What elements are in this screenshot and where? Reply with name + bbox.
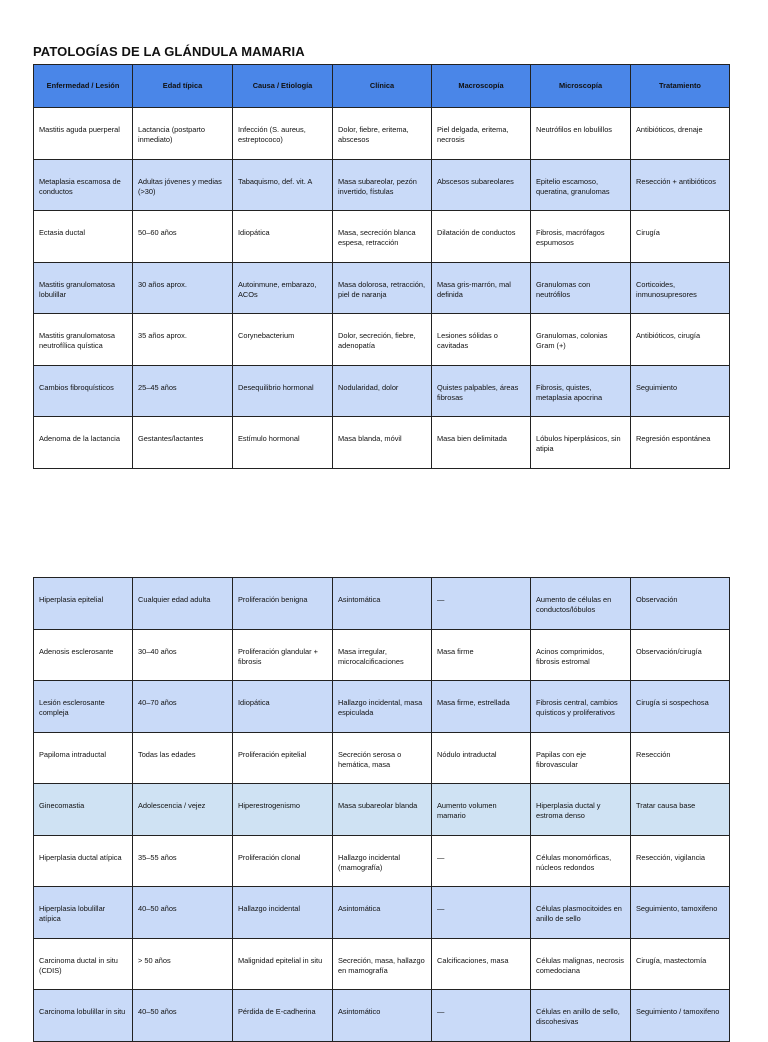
table-cell: Quistes palpables, áreas fibrosas	[432, 365, 531, 417]
table-cell: Gestantes/lactantes	[133, 417, 233, 469]
table-cell: Mastitis aguda puerperal	[34, 108, 133, 160]
table-cell: > 50 años	[133, 938, 233, 990]
table-cell: Aumento volumen mamario	[432, 784, 531, 836]
table-cell: Carcinoma lobulillar in situ	[34, 990, 133, 1042]
table-cell: Fibrosis, macrófagos espumosos	[531, 211, 631, 263]
table-cell: —	[432, 835, 531, 887]
table-cell: Epitelio escamoso, queratina, granulomas	[531, 159, 631, 211]
table-row	[34, 159, 730, 211]
table-cell: Cirugía, mastectomía	[631, 938, 730, 990]
table-cell: Masa firme	[432, 629, 531, 681]
table-cell: Desequilibrio hormonal	[233, 365, 333, 417]
table-cell: Lóbulos hiperplásicos, sin atipia	[531, 417, 631, 469]
table-row	[34, 784, 730, 836]
table-cell: Ginecomastia	[34, 784, 133, 836]
header-cell: Clínica	[333, 65, 432, 108]
table-cell: Proliferación benigna	[233, 578, 333, 630]
table-row	[34, 262, 730, 314]
pathology-table-1	[33, 64, 730, 469]
table-cell: Fibrosis central, cambios quísticos y proliferativos	[531, 681, 631, 733]
table-cell: Seguimiento / tamoxifeno	[631, 990, 730, 1042]
table-cell: Masa subareolar, pezón invertido, fístulas	[333, 159, 432, 211]
table-cell: Malignidad epitelial in situ	[233, 938, 333, 990]
table-cell: Hiperplasia lobulillar atípica	[34, 887, 133, 939]
header-row	[34, 65, 730, 108]
table-cell: —	[432, 990, 531, 1042]
table-cell: Observación/cirugía	[631, 629, 730, 681]
table-cell: Abscesos subareolares	[432, 159, 531, 211]
table-cell: Resección + antibióticos	[631, 159, 730, 211]
table-cell: Adolescencia / vejez	[133, 784, 233, 836]
table-cell: Asintomática	[333, 578, 432, 630]
table-cell: Acinos comprimidos, fibrosis estromal	[531, 629, 631, 681]
table-cell: Seguimiento	[631, 365, 730, 417]
table-cell: Adenosis esclerosante	[34, 629, 133, 681]
table-cell: Corynebacterium	[233, 314, 333, 366]
table-cell: Cambios fibroquísticos	[34, 365, 133, 417]
table-cell: Células plasmocitoides en anillo de sello	[531, 887, 631, 939]
table-cell: Tabaquismo, def. vit. A	[233, 159, 333, 211]
table-cell: Metaplasia escamosa de conductos	[34, 159, 133, 211]
table-cell: Cirugía si sospechosa	[631, 681, 730, 733]
table-cell: Todas las edades	[133, 732, 233, 784]
table-row	[34, 314, 730, 366]
table-cell: Adenoma de la lactancia	[34, 417, 133, 469]
table-row	[34, 681, 730, 733]
page-title: PATOLOGÍAS DE LA GLÁNDULA MAMARIA	[33, 44, 305, 59]
table-cell: Granulomas con neutrófilos	[531, 262, 631, 314]
table-cell: Hiperestrogenismo	[233, 784, 333, 836]
table-cell: Lesiones sólidas o cavitadas	[432, 314, 531, 366]
table-cell: Proliferación glandular + fibrosis	[233, 629, 333, 681]
table-cell: Asintomático	[333, 990, 432, 1042]
table-cell: Hallazgo incidental (mamografía)	[333, 835, 432, 887]
table-cell: Proliferación epitelial	[233, 732, 333, 784]
table-cell: Pérdida de E-cadherina	[233, 990, 333, 1042]
table-cell: Mastitis granulomatosa neutrofílica quística	[34, 314, 133, 366]
table-cell: Proliferación clonal	[233, 835, 333, 887]
table-cell: Seguimiento, tamoxifeno	[631, 887, 730, 939]
table-row	[34, 990, 730, 1042]
table-cell: Tratar causa base	[631, 784, 730, 836]
header-cell: Edad típica	[133, 65, 233, 108]
table-cell: Resección	[631, 732, 730, 784]
table-cell: 50–60 años	[133, 211, 233, 263]
table-cell: Cirugía	[631, 211, 730, 263]
table-cell: Lactancia (postparto inmediato)	[133, 108, 233, 160]
table-cell: Carcinoma ductal in situ (CDIS)	[34, 938, 133, 990]
table-cell: Papilas con eje fibrovascular	[531, 732, 631, 784]
table-row	[34, 417, 730, 469]
table-row	[34, 938, 730, 990]
table-cell: 25–45 años	[133, 365, 233, 417]
table-cell: 40–70 años	[133, 681, 233, 733]
table-row	[34, 578, 730, 630]
table-cell: Masa irregular, microcalcificaciones	[333, 629, 432, 681]
table-cell: Hallazgo incidental	[233, 887, 333, 939]
table-cell: 30–40 años	[133, 629, 233, 681]
table-cell: Células en anillo de sello, discohesivas	[531, 990, 631, 1042]
table-row	[34, 108, 730, 160]
table-cell: Dolor, fiebre, eritema, abscesos	[333, 108, 432, 160]
table-cell: Nódulo intraductal	[432, 732, 531, 784]
table-row	[34, 887, 730, 939]
table-cell: Masa gris-marrón, mal definida	[432, 262, 531, 314]
table-cell: Autoinmune, embarazo, ACOs	[233, 262, 333, 314]
pathology-table-2	[33, 577, 730, 1042]
table-cell: 40–50 años	[133, 990, 233, 1042]
table-cell: Hiperplasia epitelial	[34, 578, 133, 630]
table-cell: 35 años aprox.	[133, 314, 233, 366]
table-cell: Cualquier edad adulta	[133, 578, 233, 630]
table-cell: Estímulo hormonal	[233, 417, 333, 469]
table-cell: —	[432, 578, 531, 630]
table-row	[34, 732, 730, 784]
table-row	[34, 629, 730, 681]
table-cell: Dilatación de conductos	[432, 211, 531, 263]
table-cell: Antibióticos, cirugía	[631, 314, 730, 366]
table-cell: Asintomática	[333, 887, 432, 939]
table-cell: Aumento de células en conductos/lóbulos	[531, 578, 631, 630]
table-cell: Células monomórficas, núcleos redondos	[531, 835, 631, 887]
table-cell: Piel delgada, eritema, necrosis	[432, 108, 531, 160]
table-cell: Antibióticos, drenaje	[631, 108, 730, 160]
table-cell: Masa, secreción blanca espesa, retracción	[333, 211, 432, 263]
header-cell: Causa / Etiología	[233, 65, 333, 108]
table-cell: Adultas jóvenes y medias (>30)	[133, 159, 233, 211]
table-cell: 30 años aprox.	[133, 262, 233, 314]
table-cell: Papiloma intraductal	[34, 732, 133, 784]
table-cell: Hiperplasia ductal atípica	[34, 835, 133, 887]
table-cell: Neutrófilos en lobulillos	[531, 108, 631, 160]
table-cell: Células malignas, necrosis comedociana	[531, 938, 631, 990]
table-cell: Corticoides, inmunosupresores	[631, 262, 730, 314]
table-cell: Secreción serosa o hemática, masa	[333, 732, 432, 784]
table-cell: 40–50 años	[133, 887, 233, 939]
table-cell: Mastitis granulomatosa lobulillar	[34, 262, 133, 314]
table-cell: Regresión espontánea	[631, 417, 730, 469]
table-cell: Granulomas, colonias Gram (+)	[531, 314, 631, 366]
table-cell: Nodularidad, dolor	[333, 365, 432, 417]
table-cell: Observación	[631, 578, 730, 630]
table-cell: Idiopática	[233, 211, 333, 263]
table-cell: Resección, vigilancia	[631, 835, 730, 887]
table-cell: Hallazgo incidental, masa espiculada	[333, 681, 432, 733]
table-cell: Infección (S. aureus, estreptococo)	[233, 108, 333, 160]
table-cell: Masa firme, estrellada	[432, 681, 531, 733]
table-cell: —	[432, 887, 531, 939]
table-cell: Ectasia ductal	[34, 211, 133, 263]
table-cell: Secreción, masa, hallazgo en mamografía	[333, 938, 432, 990]
table-row	[34, 835, 730, 887]
table-cell: Lesión esclerosante compleja	[34, 681, 133, 733]
table-cell: Calcificaciones, masa	[432, 938, 531, 990]
table-cell: Dolor, secreción, fiebre, adenopatía	[333, 314, 432, 366]
header-cell: Enfermedad / Lesión	[34, 65, 133, 108]
table-row	[34, 365, 730, 417]
table-cell: Hiperplasia ductal y estroma denso	[531, 784, 631, 836]
header-cell: Tratamiento	[631, 65, 730, 108]
table-cell: Masa bien delimitada	[432, 417, 531, 469]
header-cell: Macroscopía	[432, 65, 531, 108]
header-cell: Microscopía	[531, 65, 631, 108]
table-cell: Idiopática	[233, 681, 333, 733]
table-cell: Masa dolorosa, retracción, piel de naranja	[333, 262, 432, 314]
table-cell: 35–55 años	[133, 835, 233, 887]
table-cell: Fibrosis, quistes, metaplasia apocrina	[531, 365, 631, 417]
table-row	[34, 211, 730, 263]
table-cell: Masa blanda, móvil	[333, 417, 432, 469]
table-cell: Masa subareolar blanda	[333, 784, 432, 836]
